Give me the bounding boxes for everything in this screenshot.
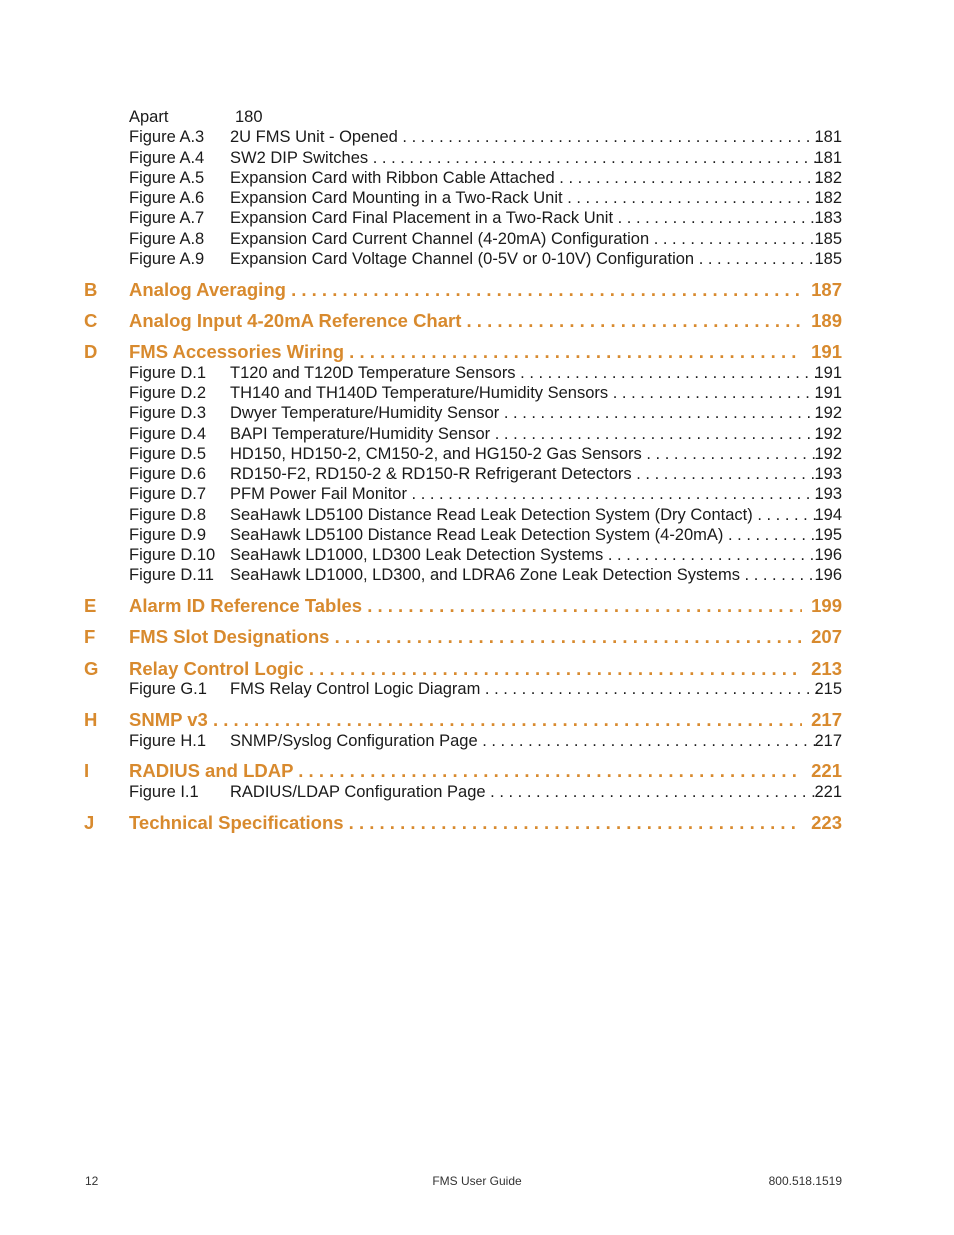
figure-title: Expansion Card Voltage Channel (0-5V or 0-10V) Configuration . . . <box>230 249 820 269</box>
figure-title: SeaHawk LD5100 Distance Read Leak Detection System (Dry Contact) . . . <box>230 505 820 525</box>
figure-label: Figure A.9 <box>129 250 205 268</box>
entry-fragment: Apart <box>129 108 169 126</box>
figure-title: FMS Relay Control Logic Diagram . . . <box>230 679 820 699</box>
page-number: 193 <box>814 465 842 483</box>
figure-label: Figure D.9 <box>129 526 207 544</box>
section-title: FMS Accessories Wiring . . . <box>129 341 802 363</box>
figure-label: Figure D.1 <box>129 364 207 382</box>
figure-title: Dwyer Temperature/Humidity Sensor . . . <box>230 403 820 423</box>
page-number: 196 <box>814 566 842 584</box>
page-number: 191 <box>814 384 842 402</box>
figure-label: Figure D.7 <box>129 485 207 503</box>
section-letter: F <box>84 626 96 647</box>
figure-title: TH140 and TH140D Temperature/Humidity Sensors . . . <box>230 383 820 403</box>
section-page: 213 <box>811 658 842 679</box>
section-page: 187 <box>811 279 842 300</box>
figure-title: Expansion Card Current Channel (4-20mA) Configuration . . . <box>230 229 820 249</box>
figure-label: Figure H.1 <box>129 732 207 750</box>
figure-title: 2U FMS Unit - Opened . . . <box>230 127 820 147</box>
page-number: 183 <box>814 209 842 227</box>
page-number: 195 <box>814 526 842 544</box>
page-number: 194 <box>814 506 842 524</box>
figure-title: HD150, HD150-2, CM150-2, and HG150-2 Gas Sensors . . . <box>230 444 820 464</box>
section-page: 207 <box>811 626 842 647</box>
figure-label: Figure D.2 <box>129 384 207 402</box>
figure-label: Figure D.11 <box>129 566 214 584</box>
figure-title: SNMP/Syslog Configuration Page . . . <box>230 731 820 751</box>
section-page: 221 <box>811 760 842 781</box>
section-letter: G <box>84 658 99 679</box>
footer-phone: 800.518.1519 <box>768 1174 842 1188</box>
figure-label: Figure D.8 <box>129 506 207 524</box>
page-number: 192 <box>814 445 842 463</box>
figure-title: SeaHawk LD1000, LD300 Leak Detection Systems . . . <box>230 545 820 565</box>
section-title: Alarm ID Reference Tables . . . <box>129 595 802 617</box>
section-letter: H <box>84 709 98 730</box>
section-letter: D <box>84 341 98 362</box>
figure-title: Expansion Card with Ribbon Cable Attached . . . <box>230 168 820 188</box>
section-title: Analog Input 4-20mA Reference Chart . . . <box>129 310 802 332</box>
figure-label: Figure A.4 <box>129 149 205 167</box>
figure-label: Figure D.5 <box>129 445 207 463</box>
page-number: 185 <box>814 250 842 268</box>
page-number: 191 <box>814 364 842 382</box>
figure-label: Figure A.7 <box>129 209 205 227</box>
page-number: 215 <box>814 680 842 698</box>
section-letter: I <box>84 760 90 781</box>
figure-title: SeaHawk LD1000, LD300, and LDRA6 Zone Leak Detection Systems . . . <box>230 565 820 585</box>
section-title: FMS Slot Designations . . . <box>129 626 802 648</box>
page-number: 185 <box>814 230 842 248</box>
figure-title: Expansion Card Final Placement in a Two-Rack Unit . . . <box>230 208 820 228</box>
section-title: RADIUS and LDAP . . . <box>129 760 802 782</box>
section-letter: B <box>84 279 98 300</box>
figure-label: Figure I.1 <box>129 783 199 801</box>
figure-label: Figure D.3 <box>129 404 207 422</box>
section-letter: C <box>84 310 98 331</box>
section-page: 217 <box>811 709 842 730</box>
figure-title: RADIUS/LDAP Configuration Page . . . <box>230 782 820 802</box>
entry-page: 180 <box>235 108 263 126</box>
page-number: 192 <box>814 425 842 443</box>
section-page: 191 <box>811 341 842 362</box>
figure-title: RD150-F2, RD150-2 & RD150-R Refrigerant Detectors . . . <box>230 464 820 484</box>
figure-title: T120 and T120D Temperature Sensors . . . <box>230 363 820 383</box>
figure-label: Figure A.8 <box>129 230 205 248</box>
page-number: 182 <box>814 169 842 187</box>
figure-title: Expansion Card Mounting in a Two-Rack Unit . . . <box>230 188 820 208</box>
section-title: Relay Control Logic . . . <box>129 658 802 680</box>
page-number: 196 <box>814 546 842 564</box>
section-page: 189 <box>811 310 842 331</box>
figure-label: Figure D.10 <box>129 546 216 564</box>
footer-page-number: 12 <box>85 1174 99 1188</box>
section-letter: E <box>84 595 97 616</box>
section-letter: J <box>84 812 95 833</box>
figure-title: SeaHawk LD5100 Distance Read Leak Detection System (4-20mA) . . . <box>230 525 820 545</box>
figure-label: Figure D.6 <box>129 465 207 483</box>
page-number: 181 <box>814 149 842 167</box>
figure-title: BAPI Temperature/Humidity Sensor . . . <box>230 424 820 444</box>
figure-label: Figure A.6 <box>129 189 205 207</box>
figure-label: Figure G.1 <box>129 680 207 698</box>
page-number: 192 <box>814 404 842 422</box>
section-title: SNMP v3 . . . <box>129 709 802 731</box>
page-number: 217 <box>814 732 842 750</box>
figure-title: PFM Power Fail Monitor . . . <box>230 484 820 504</box>
figure-label: Figure D.4 <box>129 425 207 443</box>
page-number: 193 <box>814 485 842 503</box>
section-page: 223 <box>811 812 842 833</box>
section-title: Analog Averaging . . . <box>129 279 802 301</box>
footer-guide-title: FMS User Guide <box>432 1174 522 1188</box>
section-page: 199 <box>811 595 842 616</box>
figure-label: Figure A.5 <box>129 169 205 187</box>
page-number: 182 <box>814 189 842 207</box>
page-number: 181 <box>814 128 842 146</box>
figure-label: Figure A.3 <box>129 128 205 146</box>
page-number: 221 <box>814 783 842 801</box>
section-title: Technical Specifications . . . <box>129 812 802 834</box>
figure-title: SW2 DIP Switches . . . <box>230 148 820 168</box>
